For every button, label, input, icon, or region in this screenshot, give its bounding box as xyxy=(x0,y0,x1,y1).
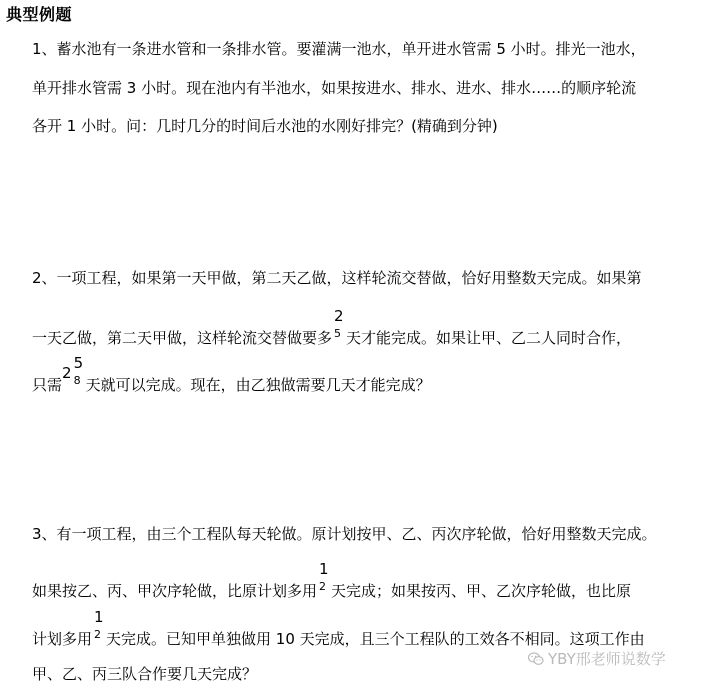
mixed-number-whole: 2 xyxy=(62,364,72,382)
fraction-numerator: 5 xyxy=(73,354,84,372)
fraction-five-eighths xyxy=(73,354,84,394)
watermark-text: YBY邢老师说数学 xyxy=(548,650,666,668)
problem-3-line-2-text-a: 如果按乙、丙、甲次序轮做，比原计划多用 xyxy=(32,582,318,600)
problem-1-line-2: 单开排水管需 3 小时。现在池内有半池水，如果按进水、排水、进水、排水……的顺序轮流 xyxy=(32,79,637,97)
fraction-denominator: 8 xyxy=(73,374,81,387)
problem-3-line-3 xyxy=(32,608,645,648)
problem-1-line-1: 1、蓄水池有一条进水管和一条排水管。要灌满一池水，单开进水管需 5 小时。排光一池水， xyxy=(32,40,646,58)
fraction-denominator: 2 xyxy=(94,628,102,641)
fraction-one-half xyxy=(94,608,104,648)
fraction-one-half xyxy=(319,560,329,600)
problem-3-line-2 xyxy=(32,560,632,600)
fraction-denominator: 2 xyxy=(319,580,327,593)
problem-2-line-3-text-a: 只需 xyxy=(32,376,63,394)
fraction-denominator: 5 xyxy=(334,327,342,340)
wechat-icon xyxy=(528,652,544,666)
problem-3-line-1: 3、有一项工程，由三个工程队每天轮做。原计划按甲、乙、丙次序轮做，恰好用整数天完成。 xyxy=(32,525,657,543)
problem-2-line-1: 2、一项工程，如果第一天甲做，第二天乙做，这样轮流交替做，恰好用整数天完成。如果第 xyxy=(32,269,642,287)
problem-3-line-3-text-b: 天完成。已知甲单独做用 10 天完成，且三个工程队的工效各不相同。这项工作由 xyxy=(106,630,645,648)
problem-2-line-3 xyxy=(32,354,431,394)
problem-2-line-2-text-a: 一天乙做，第二天甲做，这样轮流交替做要多 xyxy=(32,329,333,347)
problem-3-line-2-text-b: 天完成；如果按丙、甲、乙次序轮做，也比原 xyxy=(331,582,632,600)
watermark xyxy=(528,648,666,669)
fraction-numerator: 1 xyxy=(94,608,104,626)
problem-2-line-2-text-b: 天才能完成。如果让甲、乙二人同时合作， xyxy=(346,329,632,347)
page-title: 典型例题 xyxy=(6,5,73,24)
fraction-numerator: 2 xyxy=(334,307,344,325)
problem-1-line-3: 各开 1 小时。问：几时几分的时间后水池的水刚好排完？(精确到分钟) xyxy=(32,117,498,135)
problem-2-line-2 xyxy=(32,307,632,347)
fraction-numerator: 1 xyxy=(319,560,329,578)
problem-2-line-3-text-b: 天就可以完成。现在，由乙独做需要几天才能完成？ xyxy=(85,376,431,394)
problem-3-line-3-text-a: 计划多用 xyxy=(32,630,93,648)
problem-3-line-4: 甲、乙、丙三队合作要几天完成？ xyxy=(32,665,258,683)
fraction-two-fifths xyxy=(334,307,344,347)
